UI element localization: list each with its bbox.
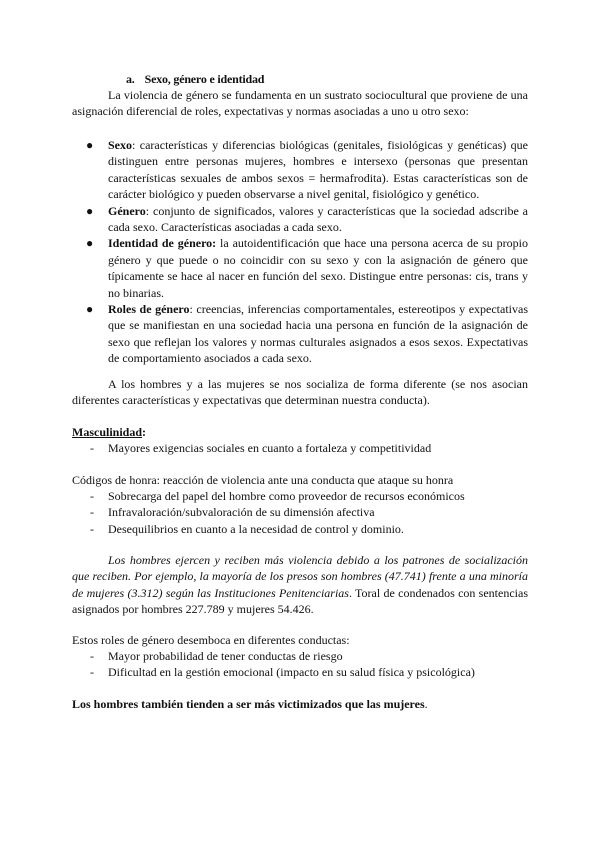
masculinidad-heading: Masculinidad: — [72, 425, 147, 439]
definition-term: Género — [108, 203, 146, 218]
definition-text: características y diferencias biológicas (genitales, fisiológicas y genéticas) que distinguen entre personas mujeres, hombres e intersexo (personas que presentan características sexuales de ambos sexos = hermafrodita). Estas características son de carácter biológico y pueden observarse a nivel genital, fisiológico y genético. — [108, 138, 528, 202]
definition-term: Roles de género — [108, 302, 190, 317]
socialization-paragraph: A los hombres y a las mujeres se nos socializa de forma diferente (se nos asocian diferentes características y expectativas que determinan nuestra conducta). — [72, 377, 528, 408]
definition-text: la autoidentificación que hace una persona acerca de su propio género y que puede o no coincidir con su sexo y con la asignación de género que típicamente se hace al nacer en función del sexo. Distingue entre personas: cis, trans y no binarias. — [108, 236, 529, 300]
definition-item-genero: ● Género: conjunto de significados, valores y características que la sociedad adscribe a cada sexo. Características asociadas a cada sexo. — [86, 203, 528, 235]
definition-item-sexo: ● Sexo: características y diferencias biológicas (genitales, fisiológicas y genéticas) que distinguen entre personas mujeres, hombres e intersexo (personas que presentan características sexuales de ambos sexos = hermafrodita). Estas características son de carácter biológico y pueden observarse a nivel genital, fisiológico y genético. — [86, 138, 528, 202]
bullet-icon: ● — [86, 236, 94, 251]
list-item: - Mayor probabilidad de tener conductas de riesgo — [90, 649, 343, 663]
list-item: - Desequilibrios en cuanto a la necesidad de control y dominio. — [90, 521, 404, 536]
definition-item-identidad — [72, 235, 528, 301]
definition-text: creencias, inferencias comportamentales, estereotipos y expectativas que se manifiestan en una sociedad hacia una persona en función de la asignación de sexo que reflejan los valores y normas culturales asignados a esos sexos. Expectativas de comportamiento asociados a cada sexo. — [108, 302, 528, 366]
dash-icon: - — [90, 505, 94, 520]
list-item: - Infravaloración/subvaloración de su dimensión afectiva — [90, 505, 375, 520]
definition-term: Sexo — [108, 138, 132, 152]
closing-bold: Los hombres también tienden a ser más victimizados que las mujeres — [72, 697, 425, 711]
definitions-list — [72, 137, 528, 367]
bullet-icon: ● — [86, 138, 94, 152]
violence-plain-text: . Toral de condenados con sentencias asignados por hombres 227.789 y mujeres 54.426. — [72, 585, 528, 617]
dash-icon: - — [90, 665, 94, 680]
section-number: a. — [126, 72, 135, 86]
violence-italic-text: Los hombres ejercen y reciben más violencia debido a los patrones de socialización que reciben. Por ejemplo, la mayoría de los presos son hombres (47.741) frente a una minoría de mujeres (3.312) según las Instituciones Penitenciarias — [72, 553, 528, 600]
codigos-list — [72, 488, 528, 537]
definition-item-roles: ● Roles de género: creencias, inferencias comportamentales, estereotipos y expectativas que se manifiestan en una sociedad hacia una persona en función de la asignación de sexo que reflejan los valores y normas culturales asignados a esos sexos. Expectativas de comportamiento asociados a cada sexo. — [86, 302, 528, 366]
dash-icon: - — [90, 489, 94, 503]
dash-icon: - — [90, 441, 94, 455]
masculinidad-title: Masculinidad — [72, 425, 143, 439]
definition-text: conjunto de significados, valores y características que la sociedad adscribe a cada sexo. Características asociadas a cada sexo. — [108, 203, 528, 235]
conductas-heading: Estos roles de género desemboca en diferentes conductas: — [72, 633, 350, 647]
list-item: - Sobrecarga del papel del hombre como proveedor de recursos económicos — [90, 489, 465, 503]
intro-paragraph: La violencia de género se fundamenta en un sustrato sociocultural que proviene de una asignación diferencial de roles, expectativas y normas asociadas a uno u otro sexo: — [72, 88, 528, 119]
definition-term: Identidad de género: — [108, 236, 217, 251]
bullet-icon: ● — [86, 203, 94, 218]
masculinidad-list — [72, 440, 528, 456]
bullet-icon: ● — [86, 302, 94, 317]
section-title: Sexo, género e identidad — [144, 72, 265, 86]
conductas-list — [72, 648, 528, 681]
dash-icon: - — [90, 521, 94, 536]
codigos-heading: Códigos de honra: reacción de violencia ante una conducta que ataque su honra — [72, 473, 454, 487]
violence-paragraph — [72, 552, 528, 618]
section-heading — [126, 71, 264, 87]
list-item: - Mayores exigencias sociales en cuanto a fortaleza y competitividad — [90, 441, 432, 455]
list-item: - Dificultad en la gestión emocional (impacto en su salud física y psicológica) — [90, 665, 475, 680]
dash-icon: - — [90, 649, 94, 663]
closing-statement: Los hombres también tienden a ser más victimizados que las mujeres. — [72, 697, 428, 711]
